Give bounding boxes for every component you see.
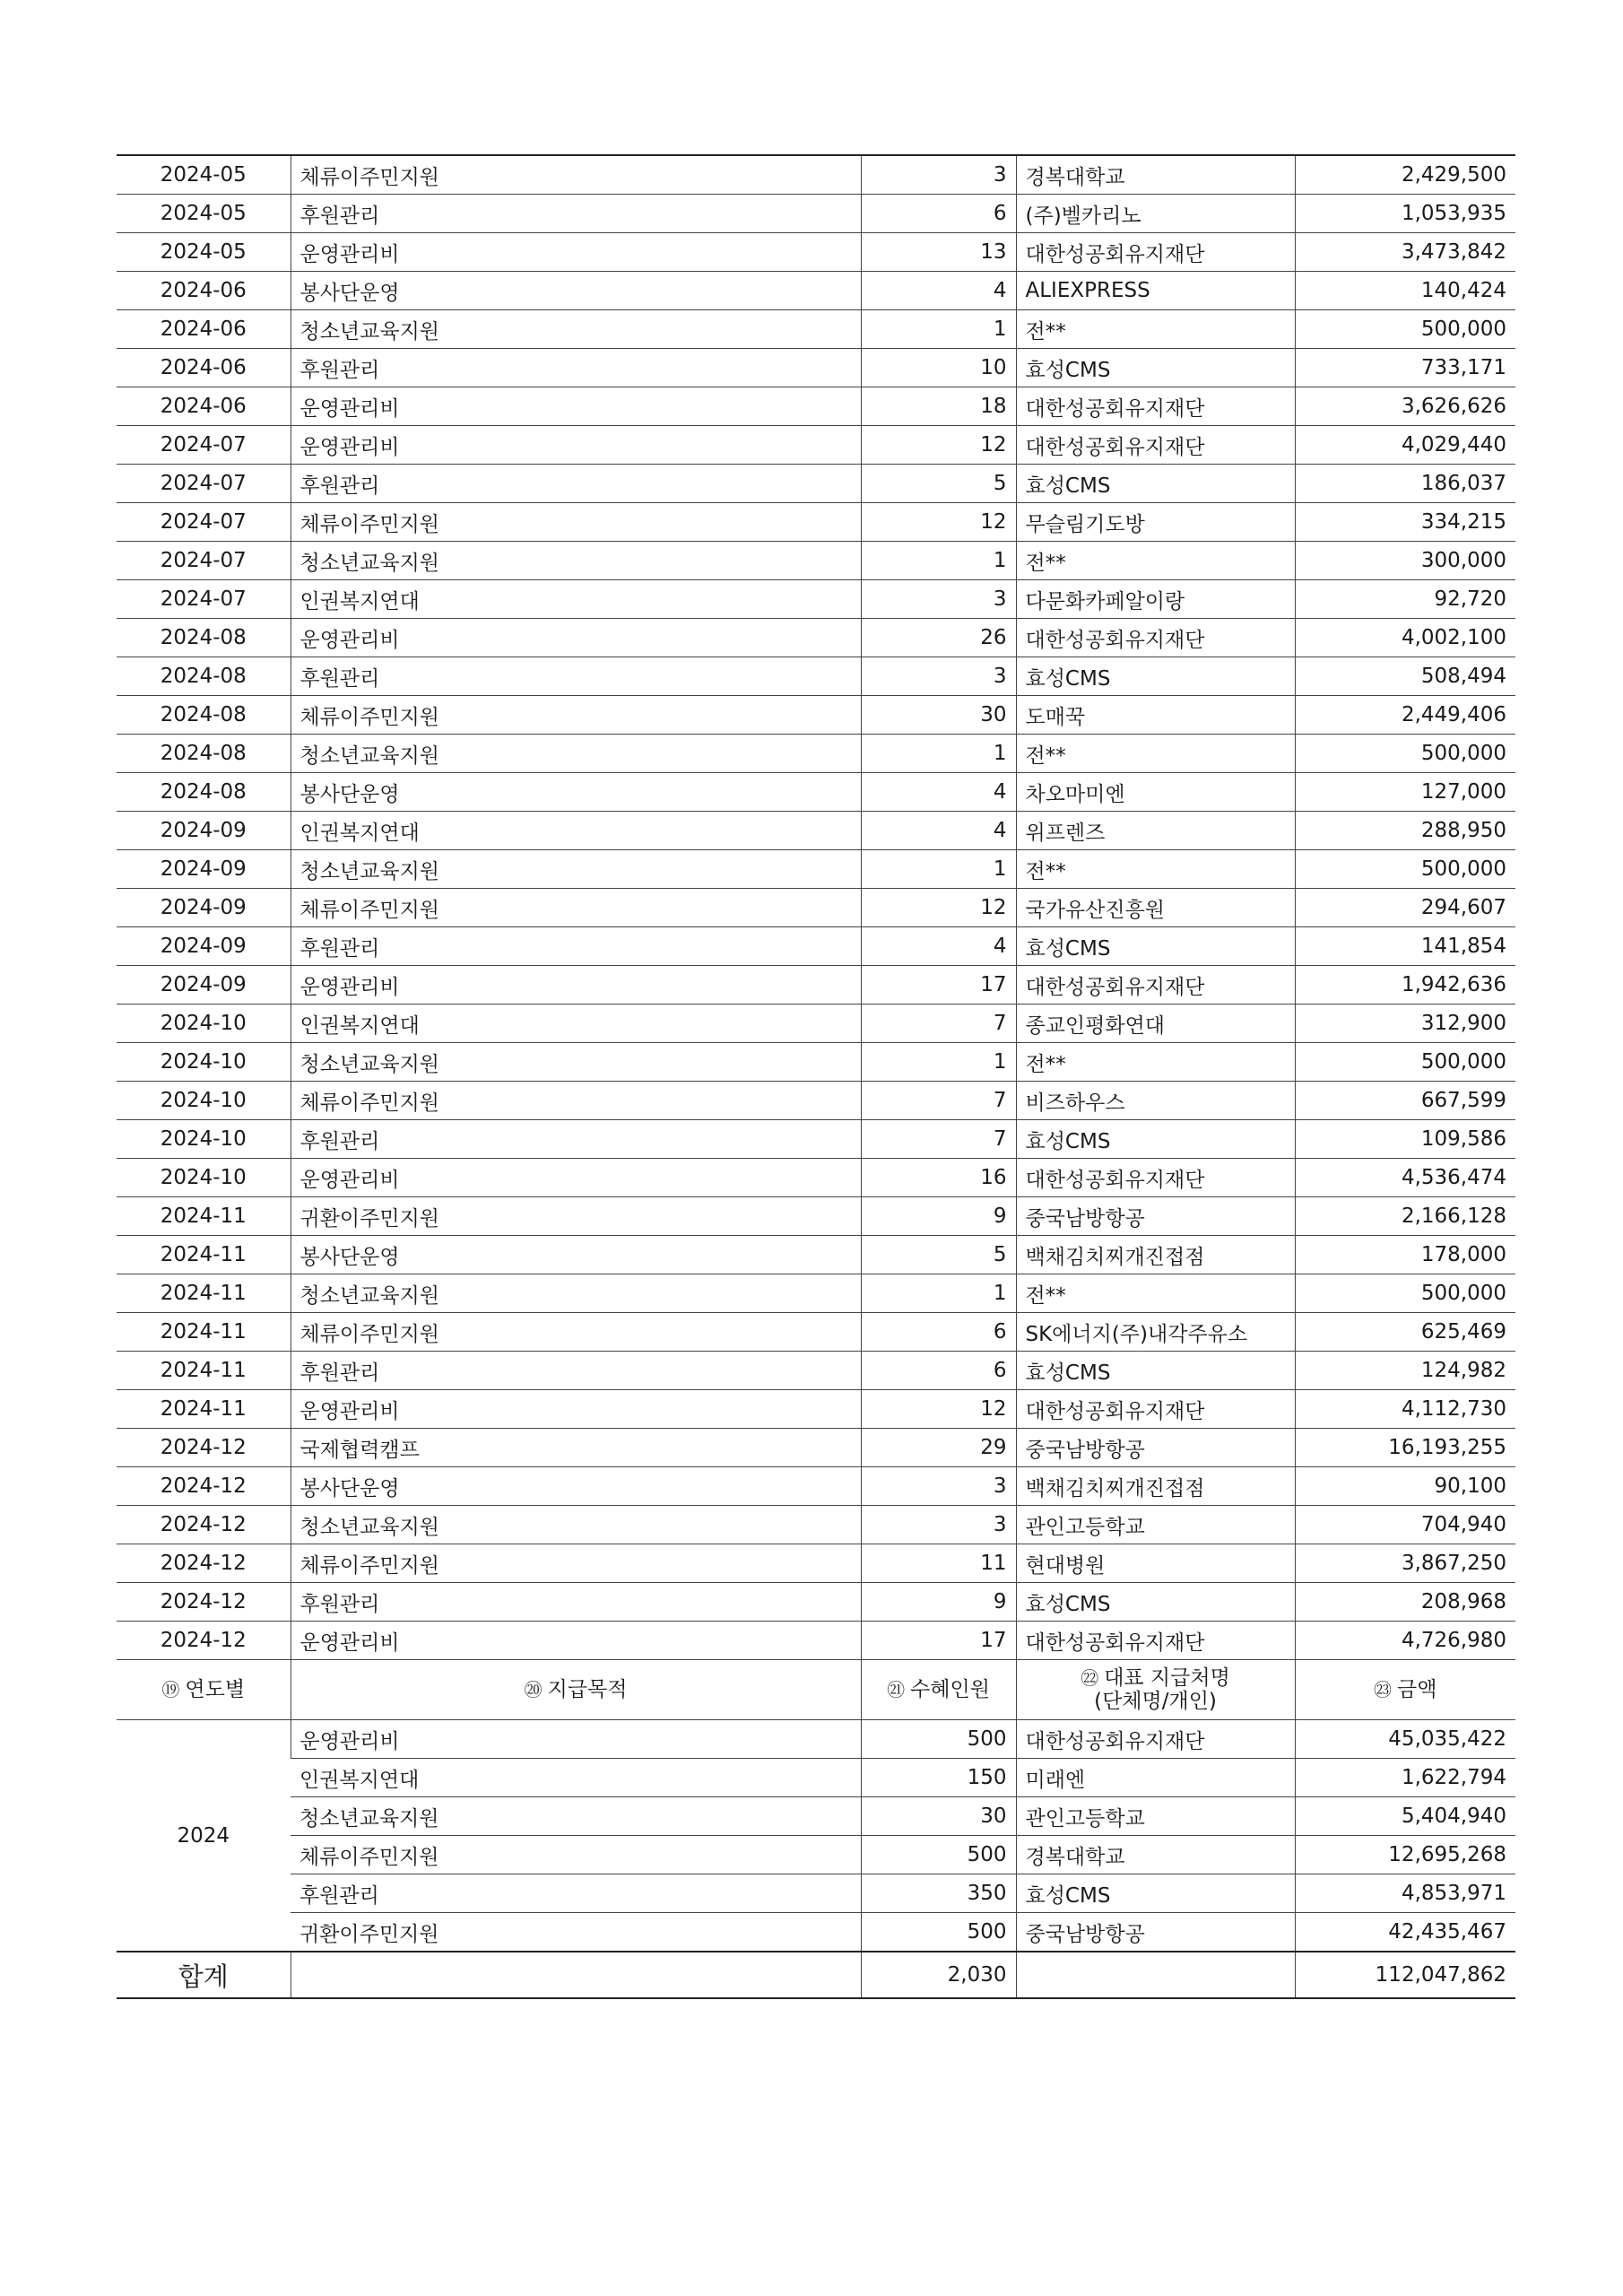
summary-row bbox=[117, 1720, 1515, 1759]
total-row bbox=[117, 1952, 1515, 1998]
table-row bbox=[117, 773, 1515, 812]
payee-cell: 대한성공회유지재단 bbox=[1016, 426, 1295, 465]
summary-rows bbox=[117, 1720, 1515, 1952]
month-cell: 2024-12 bbox=[117, 1583, 291, 1622]
amount-cell: 109,586 bbox=[1295, 1120, 1515, 1159]
table-row bbox=[117, 1082, 1515, 1120]
summary-purpose-cell: 운영관리비 bbox=[291, 1720, 861, 1759]
summary-header-row bbox=[117, 1660, 1515, 1720]
month-cell: 2024-12 bbox=[117, 1467, 291, 1506]
header-amount-label: 금액 bbox=[1397, 1677, 1437, 1701]
table-row bbox=[117, 1004, 1515, 1043]
table-row bbox=[117, 619, 1515, 657]
purpose-cell: 국제협력캠프 bbox=[291, 1429, 861, 1467]
detail-rows bbox=[117, 155, 1515, 1660]
purpose-cell: 후원관리 bbox=[291, 927, 861, 966]
amount-cell: 208,968 bbox=[1295, 1583, 1515, 1622]
purpose-cell: 청소년교육지원 bbox=[291, 1274, 861, 1313]
amount-cell: 334,215 bbox=[1295, 503, 1515, 542]
header-year bbox=[117, 1660, 291, 1720]
summary-row bbox=[117, 1797, 1515, 1836]
purpose-cell: 봉사단운영 bbox=[291, 1236, 861, 1274]
payee-cell: 전** bbox=[1016, 542, 1295, 580]
purpose-cell: 운영관리비 bbox=[291, 966, 861, 1004]
header-payee bbox=[1016, 1660, 1295, 1720]
count-cell: 4 bbox=[861, 927, 1016, 966]
month-cell: 2024-09 bbox=[117, 889, 291, 927]
table-row bbox=[117, 155, 1515, 195]
table-row bbox=[117, 812, 1515, 850]
total-amount: 112,047,862 bbox=[1295, 1952, 1515, 1998]
header-year-label: 연도별 bbox=[185, 1677, 246, 1701]
count-cell: 13 bbox=[861, 233, 1016, 272]
amount-cell: 288,950 bbox=[1295, 812, 1515, 850]
summary-purpose-cell: 체류이주민지원 bbox=[291, 1836, 861, 1874]
table-row bbox=[117, 233, 1515, 272]
payee-cell: 대한성공회유지재단 bbox=[1016, 233, 1295, 272]
amount-cell: 92,720 bbox=[1295, 580, 1515, 619]
header-payee-sublabel: (단체명/개인) bbox=[1094, 1690, 1217, 1713]
count-cell: 12 bbox=[861, 426, 1016, 465]
amount-cell: 500,000 bbox=[1295, 850, 1515, 889]
purpose-cell: 체류이주민지원 bbox=[291, 1082, 861, 1120]
month-cell: 2024-11 bbox=[117, 1390, 291, 1429]
amount-cell: 1,053,935 bbox=[1295, 195, 1515, 233]
table-row bbox=[117, 1352, 1515, 1390]
table-row bbox=[117, 1159, 1515, 1197]
payee-cell: 대한성공회유지재단 bbox=[1016, 387, 1295, 426]
amount-cell: 1,942,636 bbox=[1295, 966, 1515, 1004]
count-cell: 1 bbox=[861, 542, 1016, 580]
purpose-cell: 봉사단운영 bbox=[291, 272, 861, 310]
month-cell: 2024-09 bbox=[117, 927, 291, 966]
expenditure-table bbox=[117, 154, 1515, 1999]
amount-cell: 16,193,255 bbox=[1295, 1429, 1515, 1467]
table-row bbox=[117, 657, 1515, 696]
summary-count-cell: 500 bbox=[861, 1913, 1016, 1952]
month-cell: 2024-12 bbox=[117, 1622, 291, 1660]
amount-cell: 178,000 bbox=[1295, 1236, 1515, 1274]
amount-cell: 733,171 bbox=[1295, 349, 1515, 387]
count-cell: 5 bbox=[861, 465, 1016, 503]
table-row bbox=[117, 1043, 1515, 1082]
count-cell: 1 bbox=[861, 735, 1016, 773]
header-count bbox=[861, 1660, 1016, 1720]
table-row bbox=[117, 966, 1515, 1004]
payee-cell: 국가유산진흥원 bbox=[1016, 889, 1295, 927]
amount-cell: 508,494 bbox=[1295, 657, 1515, 696]
payee-cell: 대한성공회유지재단 bbox=[1016, 1159, 1295, 1197]
table-row bbox=[117, 272, 1515, 310]
summary-amount-cell: 4,853,971 bbox=[1295, 1874, 1515, 1913]
table-row bbox=[117, 1390, 1515, 1429]
purpose-cell: 체류이주민지원 bbox=[291, 1544, 861, 1583]
summary-purpose-cell: 청소년교육지원 bbox=[291, 1797, 861, 1836]
payee-cell: SK에너지(주)내각주유소 bbox=[1016, 1313, 1295, 1352]
payee-cell: 백채김치찌개진접점 bbox=[1016, 1467, 1295, 1506]
count-cell: 6 bbox=[861, 1352, 1016, 1390]
amount-cell: 140,424 bbox=[1295, 272, 1515, 310]
month-cell: 2024-05 bbox=[117, 195, 291, 233]
summary-count-cell: 500 bbox=[861, 1836, 1016, 1874]
purpose-cell: 운영관리비 bbox=[291, 1390, 861, 1429]
payee-cell: 효성CMS bbox=[1016, 1352, 1295, 1390]
month-cell: 2024-06 bbox=[117, 272, 291, 310]
payee-cell: 대한성공회유지재단 bbox=[1016, 619, 1295, 657]
payee-cell: (주)벨카리노 bbox=[1016, 195, 1295, 233]
payee-cell: 대한성공회유지재단 bbox=[1016, 1390, 1295, 1429]
month-cell: 2024-07 bbox=[117, 465, 291, 503]
month-cell: 2024-08 bbox=[117, 696, 291, 735]
month-cell: 2024-05 bbox=[117, 155, 291, 195]
count-cell: 4 bbox=[861, 812, 1016, 850]
month-cell: 2024-07 bbox=[117, 503, 291, 542]
month-cell: 2024-08 bbox=[117, 735, 291, 773]
month-cell: 2024-05 bbox=[117, 233, 291, 272]
summary-payee-cell: 중국남방항공 bbox=[1016, 1913, 1295, 1952]
payee-cell: 차오마미엔 bbox=[1016, 773, 1295, 812]
amount-cell: 90,100 bbox=[1295, 1467, 1515, 1506]
summary-row bbox=[117, 1836, 1515, 1874]
header-amount-number: ㉓ bbox=[1374, 1678, 1393, 1700]
table-row bbox=[117, 542, 1515, 580]
purpose-cell: 청소년교육지원 bbox=[291, 735, 861, 773]
table-row bbox=[117, 195, 1515, 233]
header-purpose bbox=[291, 1660, 861, 1720]
count-cell: 3 bbox=[861, 580, 1016, 619]
count-cell: 9 bbox=[861, 1583, 1016, 1622]
amount-cell: 294,607 bbox=[1295, 889, 1515, 927]
table-row bbox=[117, 889, 1515, 927]
purpose-cell: 운영관리비 bbox=[291, 387, 861, 426]
count-cell: 17 bbox=[861, 1622, 1016, 1660]
summary-purpose-cell: 인권복지연대 bbox=[291, 1759, 861, 1797]
payee-cell: 효성CMS bbox=[1016, 657, 1295, 696]
table-row bbox=[117, 310, 1515, 349]
amount-cell: 4,112,730 bbox=[1295, 1390, 1515, 1429]
table-row bbox=[117, 387, 1515, 426]
amount-cell: 141,854 bbox=[1295, 927, 1515, 966]
table-row bbox=[117, 1622, 1515, 1660]
header-purpose-number: ⑳ bbox=[524, 1678, 542, 1700]
header-count-number: ㉑ bbox=[887, 1678, 906, 1700]
payee-cell: 대한성공회유지재단 bbox=[1016, 1622, 1295, 1660]
purpose-cell: 인권복지연대 bbox=[291, 1004, 861, 1043]
amount-cell: 3,867,250 bbox=[1295, 1544, 1515, 1583]
count-cell: 7 bbox=[861, 1082, 1016, 1120]
summary-payee-cell: 경복대학교 bbox=[1016, 1836, 1295, 1874]
header-purpose-label: 지급목적 bbox=[547, 1677, 628, 1701]
amount-cell: 500,000 bbox=[1295, 1274, 1515, 1313]
month-cell: 2024-06 bbox=[117, 387, 291, 426]
payee-cell: 효성CMS bbox=[1016, 465, 1295, 503]
purpose-cell: 청소년교육지원 bbox=[291, 542, 861, 580]
month-cell: 2024-12 bbox=[117, 1544, 291, 1583]
table-row bbox=[117, 580, 1515, 619]
purpose-cell: 체류이주민지원 bbox=[291, 696, 861, 735]
amount-cell: 186,037 bbox=[1295, 465, 1515, 503]
count-cell: 16 bbox=[861, 1159, 1016, 1197]
count-cell: 5 bbox=[861, 1236, 1016, 1274]
amount-cell: 127,000 bbox=[1295, 773, 1515, 812]
amount-cell: 2,429,500 bbox=[1295, 155, 1515, 195]
payee-cell: 종교인평화연대 bbox=[1016, 1004, 1295, 1043]
amount-cell: 3,626,626 bbox=[1295, 387, 1515, 426]
purpose-cell: 운영관리비 bbox=[291, 1622, 861, 1660]
table-row bbox=[117, 850, 1515, 889]
purpose-cell: 청소년교육지원 bbox=[291, 310, 861, 349]
payee-cell: 비즈하우스 bbox=[1016, 1082, 1295, 1120]
payee-cell: 효성CMS bbox=[1016, 1583, 1295, 1622]
document-page bbox=[117, 154, 1515, 1999]
count-cell: 30 bbox=[861, 696, 1016, 735]
amount-cell: 2,166,128 bbox=[1295, 1197, 1515, 1236]
amount-cell: 2,449,406 bbox=[1295, 696, 1515, 735]
count-cell: 1 bbox=[861, 1274, 1016, 1313]
purpose-cell: 운영관리비 bbox=[291, 426, 861, 465]
count-cell: 7 bbox=[861, 1120, 1016, 1159]
purpose-cell: 청소년교육지원 bbox=[291, 1043, 861, 1082]
count-cell: 29 bbox=[861, 1429, 1016, 1467]
summary-purpose-cell: 후원관리 bbox=[291, 1874, 861, 1913]
table-row bbox=[117, 696, 1515, 735]
summary-count-cell: 30 bbox=[861, 1797, 1016, 1836]
table-row bbox=[117, 465, 1515, 503]
table-row bbox=[117, 1274, 1515, 1313]
amount-cell: 500,000 bbox=[1295, 1043, 1515, 1082]
month-cell: 2024-06 bbox=[117, 349, 291, 387]
purpose-cell: 후원관리 bbox=[291, 1352, 861, 1390]
count-cell: 17 bbox=[861, 966, 1016, 1004]
header-payee-number: ㉒ bbox=[1081, 1666, 1099, 1689]
table-row bbox=[117, 503, 1515, 542]
payee-cell: 다문화카페알이랑 bbox=[1016, 580, 1295, 619]
count-cell: 4 bbox=[861, 773, 1016, 812]
table-row bbox=[117, 1120, 1515, 1159]
month-cell: 2024-11 bbox=[117, 1274, 291, 1313]
month-cell: 2024-10 bbox=[117, 1159, 291, 1197]
total-section bbox=[117, 1952, 1515, 1998]
payee-cell: 전** bbox=[1016, 310, 1295, 349]
month-cell: 2024-09 bbox=[117, 850, 291, 889]
total-payee-empty bbox=[1016, 1952, 1295, 1998]
payee-cell: 전** bbox=[1016, 1043, 1295, 1082]
month-cell: 2024-10 bbox=[117, 1082, 291, 1120]
summary-amount-cell: 1,622,794 bbox=[1295, 1759, 1515, 1797]
month-cell: 2024-10 bbox=[117, 1043, 291, 1082]
purpose-cell: 체류이주민지원 bbox=[291, 503, 861, 542]
month-cell: 2024-10 bbox=[117, 1004, 291, 1043]
month-cell: 2024-11 bbox=[117, 1352, 291, 1390]
count-cell: 6 bbox=[861, 1313, 1016, 1352]
amount-cell: 3,473,842 bbox=[1295, 233, 1515, 272]
month-cell: 2024-10 bbox=[117, 1120, 291, 1159]
month-cell: 2024-08 bbox=[117, 773, 291, 812]
amount-cell: 4,002,100 bbox=[1295, 619, 1515, 657]
purpose-cell: 후원관리 bbox=[291, 349, 861, 387]
summary-row bbox=[117, 1874, 1515, 1913]
month-cell: 2024-07 bbox=[117, 426, 291, 465]
table-row bbox=[117, 1197, 1515, 1236]
summary-count-cell: 500 bbox=[861, 1720, 1016, 1759]
table-row bbox=[117, 1467, 1515, 1506]
summary-payee-cell: 미래엔 bbox=[1016, 1759, 1295, 1797]
purpose-cell: 청소년교육지원 bbox=[291, 1506, 861, 1544]
table-row bbox=[117, 1236, 1515, 1274]
count-cell: 1 bbox=[861, 310, 1016, 349]
payee-cell: 위프렌즈 bbox=[1016, 812, 1295, 850]
payee-cell: 효성CMS bbox=[1016, 1120, 1295, 1159]
payee-cell: 현대병원 bbox=[1016, 1544, 1295, 1583]
count-cell: 10 bbox=[861, 349, 1016, 387]
payee-cell: 중국남방항공 bbox=[1016, 1429, 1295, 1467]
purpose-cell: 후원관리 bbox=[291, 1120, 861, 1159]
payee-cell: 효성CMS bbox=[1016, 927, 1295, 966]
purpose-cell: 체류이주민지원 bbox=[291, 1313, 861, 1352]
count-cell: 12 bbox=[861, 503, 1016, 542]
purpose-cell: 체류이주민지원 bbox=[291, 889, 861, 927]
summary-section bbox=[117, 1660, 1515, 1720]
header-payee-label: 대표 지급처명 bbox=[1104, 1665, 1230, 1690]
summary-payee-cell: 관인고등학교 bbox=[1016, 1797, 1295, 1836]
table-row bbox=[117, 927, 1515, 966]
purpose-cell: 후원관리 bbox=[291, 1583, 861, 1622]
payee-cell: 전** bbox=[1016, 735, 1295, 773]
month-cell: 2024-11 bbox=[117, 1197, 291, 1236]
purpose-cell: 후원관리 bbox=[291, 195, 861, 233]
amount-cell: 4,536,474 bbox=[1295, 1159, 1515, 1197]
summary-payee-cell: 효성CMS bbox=[1016, 1874, 1295, 1913]
month-cell: 2024-11 bbox=[117, 1236, 291, 1274]
summary-amount-cell: 5,404,940 bbox=[1295, 1797, 1515, 1836]
table-row bbox=[117, 1583, 1515, 1622]
purpose-cell: 후원관리 bbox=[291, 465, 861, 503]
amount-cell: 124,982 bbox=[1295, 1352, 1515, 1390]
purpose-cell: 귀환이주민지원 bbox=[291, 1197, 861, 1236]
table-row bbox=[117, 349, 1515, 387]
table-row bbox=[117, 735, 1515, 773]
table-row bbox=[117, 426, 1515, 465]
payee-cell: 관인고등학교 bbox=[1016, 1506, 1295, 1544]
payee-cell: ALIEXPRESS bbox=[1016, 272, 1295, 310]
amount-cell: 500,000 bbox=[1295, 735, 1515, 773]
count-cell: 3 bbox=[861, 155, 1016, 195]
month-cell: 2024-09 bbox=[117, 966, 291, 1004]
summary-year-cell: 2024 bbox=[117, 1720, 291, 1952]
amount-cell: 4,726,980 bbox=[1295, 1622, 1515, 1660]
month-cell: 2024-08 bbox=[117, 619, 291, 657]
count-cell: 18 bbox=[861, 387, 1016, 426]
amount-cell: 704,940 bbox=[1295, 1506, 1515, 1544]
summary-row bbox=[117, 1913, 1515, 1952]
month-cell: 2024-12 bbox=[117, 1429, 291, 1467]
month-cell: 2024-07 bbox=[117, 580, 291, 619]
purpose-cell: 운영관리비 bbox=[291, 233, 861, 272]
month-cell: 2024-08 bbox=[117, 657, 291, 696]
purpose-cell: 인권복지연대 bbox=[291, 580, 861, 619]
count-cell: 7 bbox=[861, 1004, 1016, 1043]
purpose-cell: 운영관리비 bbox=[291, 1159, 861, 1197]
purpose-cell: 후원관리 bbox=[291, 657, 861, 696]
purpose-cell: 체류이주민지원 bbox=[291, 155, 861, 195]
payee-cell: 전** bbox=[1016, 850, 1295, 889]
count-cell: 12 bbox=[861, 889, 1016, 927]
summary-row bbox=[117, 1759, 1515, 1797]
count-cell: 26 bbox=[861, 619, 1016, 657]
table-row bbox=[117, 1544, 1515, 1583]
amount-cell: 300,000 bbox=[1295, 542, 1515, 580]
summary-amount-cell: 12,695,268 bbox=[1295, 1836, 1515, 1874]
summary-amount-cell: 42,435,467 bbox=[1295, 1913, 1515, 1952]
count-cell: 3 bbox=[861, 657, 1016, 696]
month-cell: 2024-06 bbox=[117, 310, 291, 349]
count-cell: 3 bbox=[861, 1506, 1016, 1544]
purpose-cell: 인권복지연대 bbox=[291, 812, 861, 850]
month-cell: 2024-11 bbox=[117, 1313, 291, 1352]
table-row bbox=[117, 1313, 1515, 1352]
purpose-cell: 봉사단운영 bbox=[291, 773, 861, 812]
month-cell: 2024-07 bbox=[117, 542, 291, 580]
count-cell: 6 bbox=[861, 195, 1016, 233]
month-cell: 2024-12 bbox=[117, 1506, 291, 1544]
count-cell: 3 bbox=[861, 1467, 1016, 1506]
header-amount bbox=[1295, 1660, 1515, 1720]
payee-cell: 효성CMS bbox=[1016, 349, 1295, 387]
month-cell: 2024-09 bbox=[117, 812, 291, 850]
summary-amount-cell: 45,035,422 bbox=[1295, 1720, 1515, 1759]
count-cell: 9 bbox=[861, 1197, 1016, 1236]
payee-cell: 중국남방항공 bbox=[1016, 1197, 1295, 1236]
payee-cell: 백채김치찌개진접점 bbox=[1016, 1236, 1295, 1274]
total-label: 합계 bbox=[117, 1952, 291, 1998]
total-count: 2,030 bbox=[861, 1952, 1016, 1998]
purpose-cell: 운영관리비 bbox=[291, 619, 861, 657]
summary-count-cell: 350 bbox=[861, 1874, 1016, 1913]
amount-cell: 500,000 bbox=[1295, 310, 1515, 349]
count-cell: 12 bbox=[861, 1390, 1016, 1429]
amount-cell: 667,599 bbox=[1295, 1082, 1515, 1120]
count-cell: 11 bbox=[861, 1544, 1016, 1583]
purpose-cell: 청소년교육지원 bbox=[291, 850, 861, 889]
payee-cell: 도매꾹 bbox=[1016, 696, 1295, 735]
count-cell: 4 bbox=[861, 272, 1016, 310]
purpose-cell: 봉사단운영 bbox=[291, 1467, 861, 1506]
summary-count-cell: 150 bbox=[861, 1759, 1016, 1797]
count-cell: 1 bbox=[861, 1043, 1016, 1082]
summary-payee-cell: 대한성공회유지재단 bbox=[1016, 1720, 1295, 1759]
amount-cell: 625,469 bbox=[1295, 1313, 1515, 1352]
total-purpose-empty bbox=[291, 1952, 861, 1998]
amount-cell: 312,900 bbox=[1295, 1004, 1515, 1043]
payee-cell: 대한성공회유지재단 bbox=[1016, 966, 1295, 1004]
payee-cell: 경복대학교 bbox=[1016, 155, 1295, 195]
payee-cell: 무슬림기도방 bbox=[1016, 503, 1295, 542]
amount-cell: 4,029,440 bbox=[1295, 426, 1515, 465]
table-row bbox=[117, 1429, 1515, 1467]
table-row bbox=[117, 1506, 1515, 1544]
count-cell: 1 bbox=[861, 850, 1016, 889]
header-year-number: ⑲ bbox=[161, 1678, 180, 1700]
summary-purpose-cell: 귀환이주민지원 bbox=[291, 1913, 861, 1952]
payee-cell: 전** bbox=[1016, 1274, 1295, 1313]
header-count-label: 수혜인원 bbox=[910, 1677, 990, 1701]
